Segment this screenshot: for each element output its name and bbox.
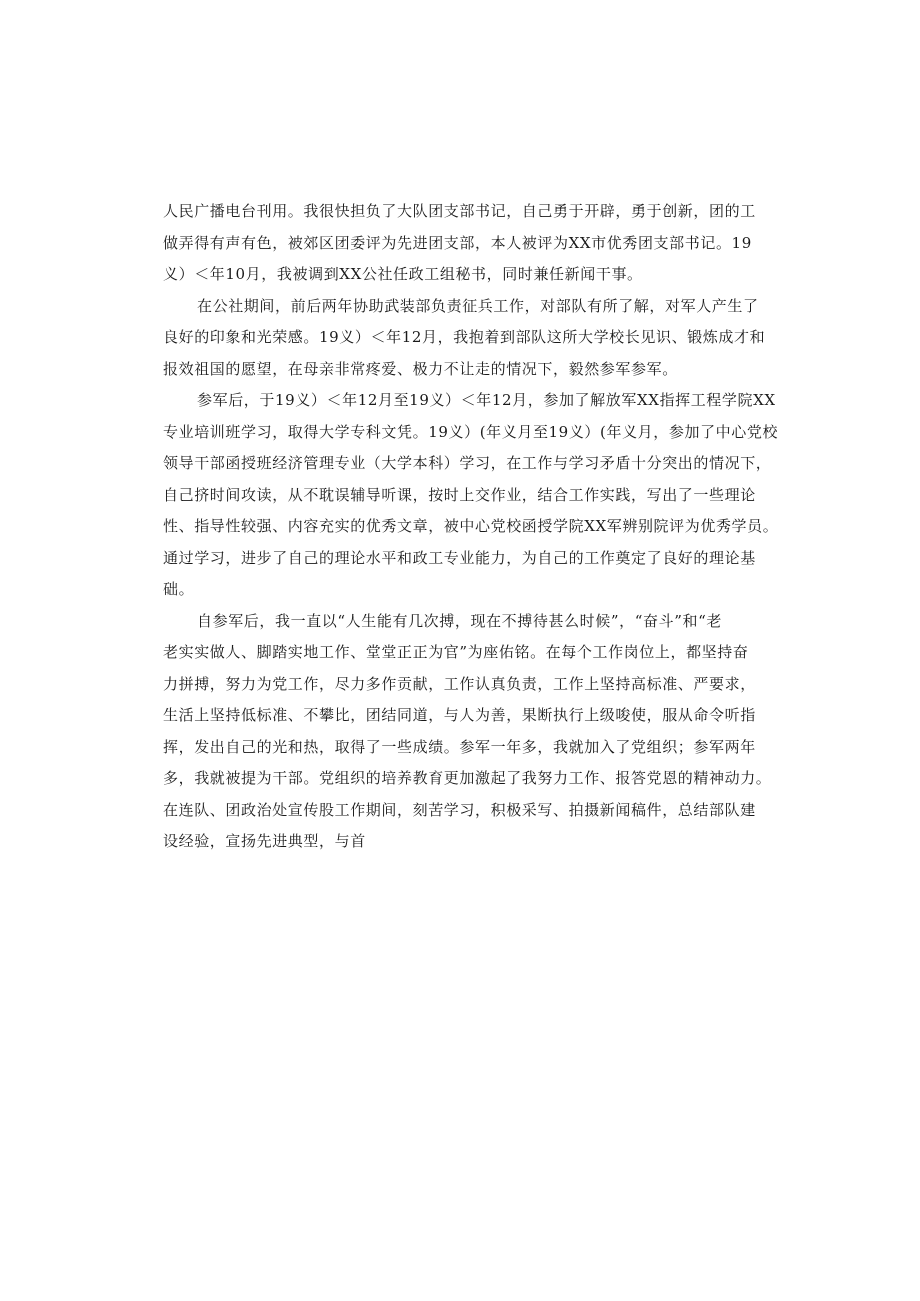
text-line: 做弄得有声有色，被郊区团委评为先进团支部，本人被评为XX市优秀团支部书记。19 xyxy=(163,233,752,252)
paragraph-first-line: 在公社期间，前后两年协助武装部负责征兵工作，对部队有所了解，对军人产生了 xyxy=(197,296,759,315)
text-line: 力拼搏，努力为党工作，尽力多作贡献，工作认真负责，工作上坚持高标准、严要求， xyxy=(163,674,756,693)
text-line: 自己挤时间攻读，从不耽误辅导听课，按时上交作业，结合工作实践，写出了一些理论 xyxy=(163,485,756,504)
text-line: 性、指导性较强、内容充实的优秀文章，被中心党校函授学院XX军辨别院评为优秀学员。 xyxy=(163,517,779,535)
document-body xyxy=(163,196,779,858)
text-line: 生活上坚持低标准、不攀比，团结同道，与人为善，果断执行上级唆使，服从命令听指 xyxy=(163,706,756,724)
text-line: 设经验，宣扬先进典型，与首 xyxy=(163,832,366,850)
text-line: 人民广播电台刊用。我很快担负了大队团支部书记，自己勇于开辟，勇于创新，团的工 xyxy=(163,202,756,220)
text-line: 挥，发出自己的光和热，取得了一些成绩。参军一年多，我就加入了党组织；参军两年 xyxy=(163,737,756,756)
text-line: 专业培训班学习，取得大学专科文凭。19义）(年义月至19义）(年义月，参加了中心党校 xyxy=(163,422,779,441)
text-line: 领导干部函授班经济管理专业（大学本科）学习，在工作与学习矛盾十分突出的情况下， xyxy=(163,454,772,472)
text-line: 通过学习，进步了自己的理论水平和政工专业能力，为自己的工作奠定了良好的理论基 xyxy=(163,548,756,567)
text-line: 多，我就被提为干部。党组织的培养教育更加激起了我努力工作、报答党恩的精神动力。 xyxy=(163,769,772,787)
text-line: 础。 xyxy=(163,580,195,598)
text-line: 良好的印象和光荣感。19义）＜年12月，我抱着到部队这所大学校长见识、锻炼成才和 xyxy=(163,328,766,346)
paragraph-first-line: 参军后，于19义）＜年12月至19义）＜年12月，参加了解放军XX指挥工程学院XX xyxy=(197,391,776,409)
text-line: 在连队、团政治处宣传股工作期间，刻苦学习，积极采写、拍摄新闻稿件，总结部队建 xyxy=(163,800,756,819)
paragraph-first-line: 自参军后，我一直以“人生能有几次搏，现在不搏待甚么时候”，“奋斗”和“老 xyxy=(197,611,722,630)
text-line: 老实实做人、脚踏实地工作、堂堂正正为官”为座佑铭。在每个工作岗位上，都坚持奋 xyxy=(163,643,749,661)
text-line: 义）＜年10月，我被调到XX公社任政工组秘书，同时兼任新闻干事。 xyxy=(163,265,643,283)
text-line: 报效祖国的愿望，在母亲非常疼爱、极力不让走的情况下，毅然参军参军。 xyxy=(163,359,678,378)
